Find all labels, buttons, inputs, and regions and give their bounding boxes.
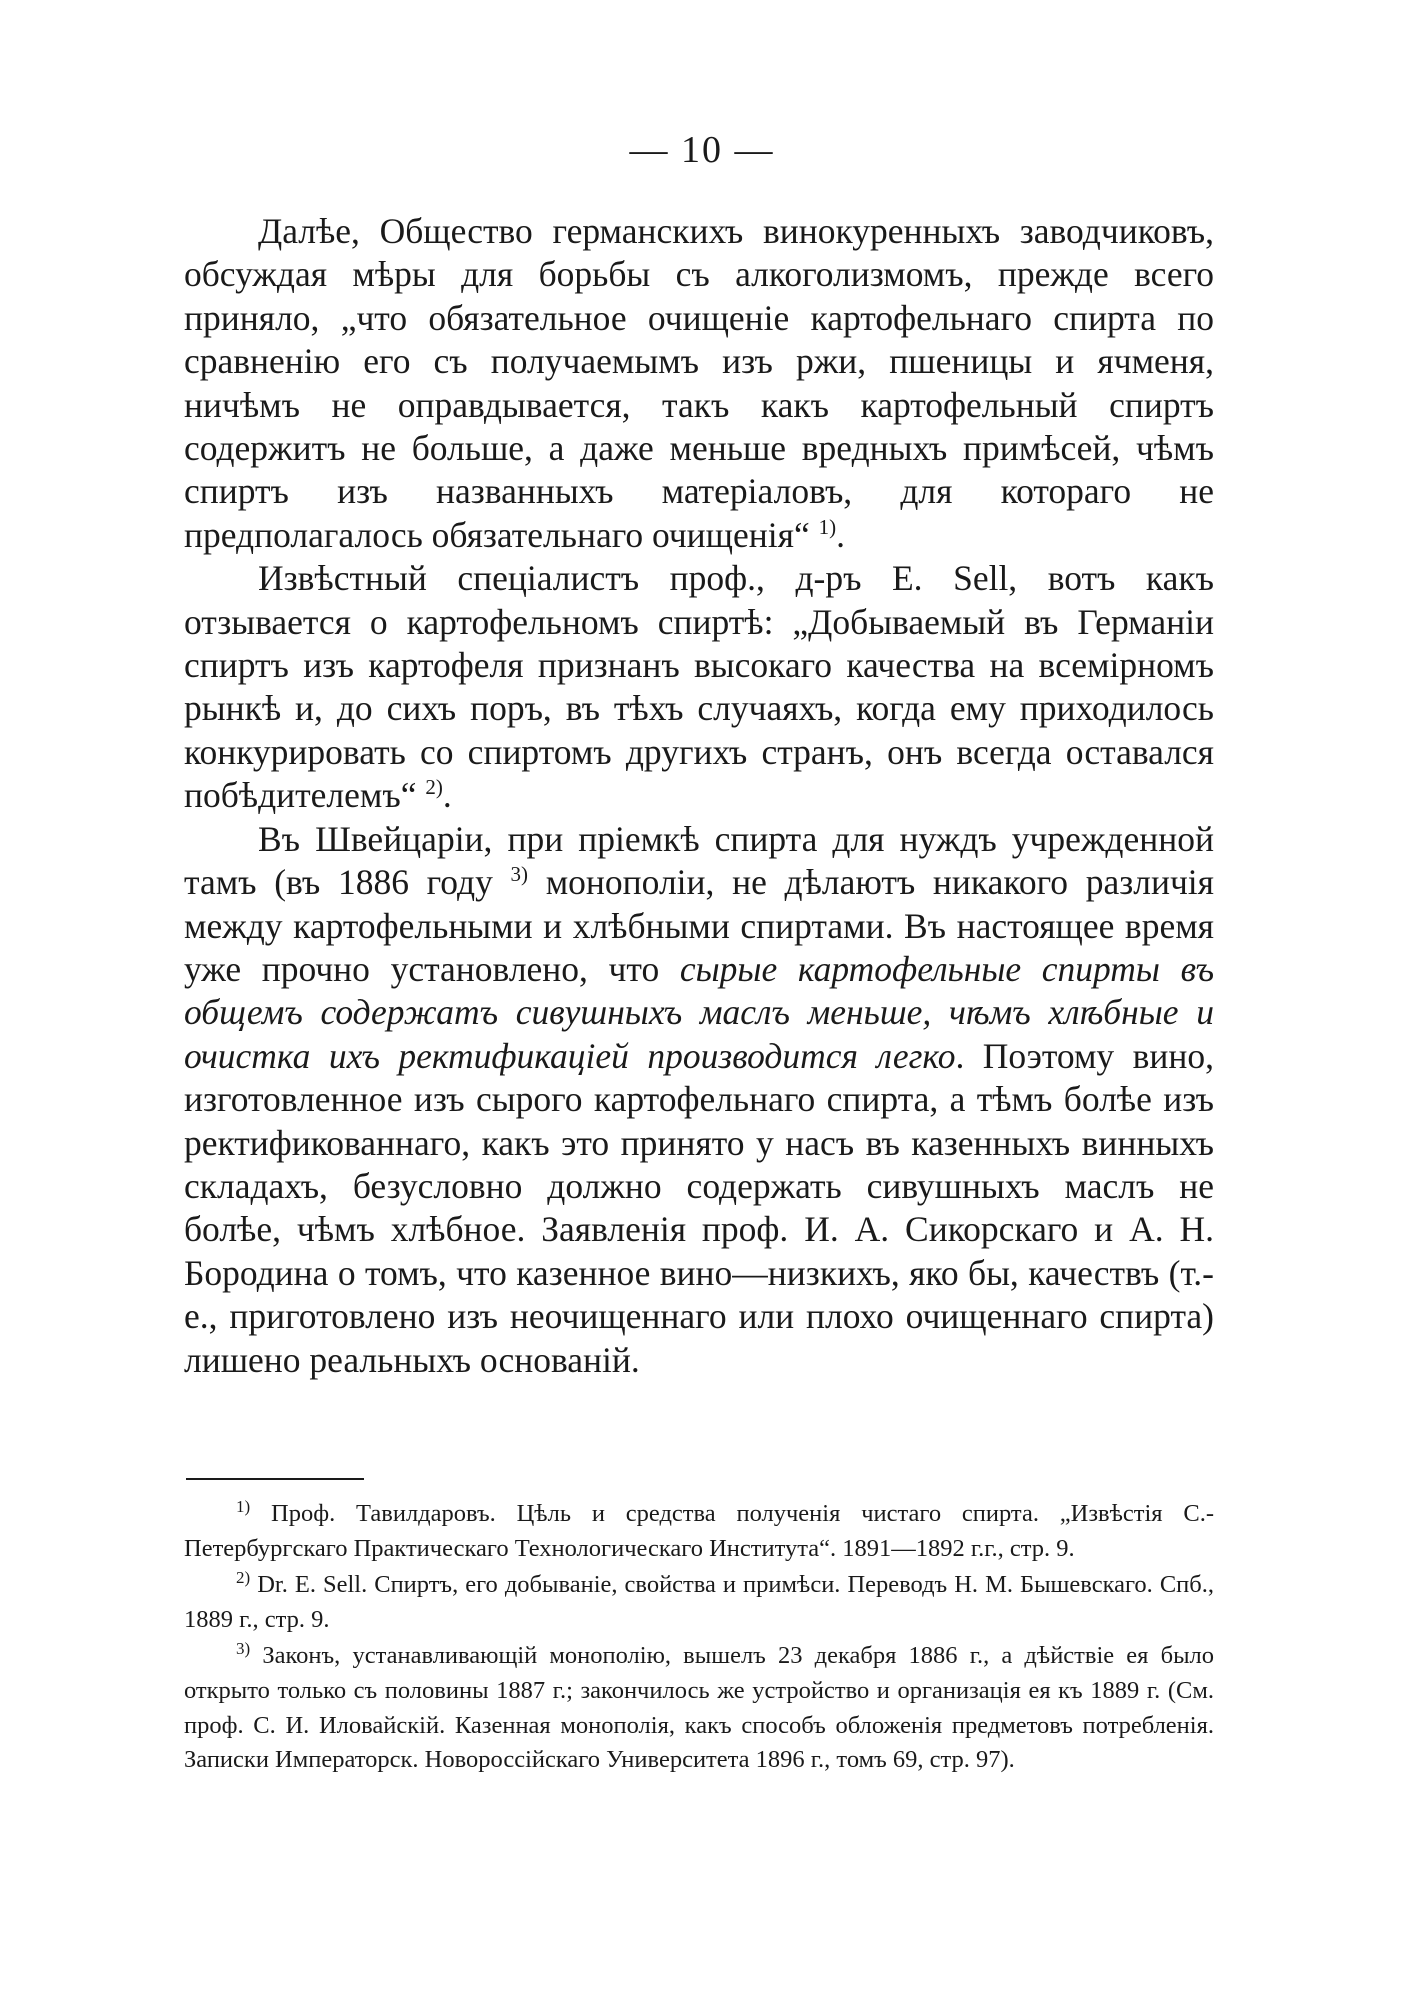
paragraph-text: Въ Швейцаріи, при пріемкѣ спирта для нуждъ учрежденной тамъ (въ 1886 году <box>184 818 1214 903</box>
paragraph-text: монополіи, не дѣлаютъ никакого различія между картофельными и хлѣбными спиртами. Въ настоящее время уже прочно установлено, что <box>184 862 1214 989</box>
footnote-text: Законъ, устанавливающій монополію, вышелъ 23 декабря 1886 г., а дѣйствіе ея было открыто только съ половины 1887 г.; закончилось же устройство и организація ея къ 1889 г. (См. проф. С. И. Иловайскій. Казенная монополія, какъ способъ обложенія предметовъ потребленія. Записки Императорск. Новороссійскаго Университета 1896 г., томъ 69, стр. 97). <box>184 1642 1215 1774</box>
footnotes <box>184 1497 1214 1780</box>
footnote-mark: 1) <box>236 1496 251 1516</box>
footnote-text: Dr. E. Sell. Спиртъ, его добываніе, свойства и примѣси. Переводъ Н. М. Бышевскаго. Спб., 1889 г., стр. 9. <box>184 1571 1215 1633</box>
footnote <box>184 1568 1214 1637</box>
footnote-reference: 3) <box>510 862 529 887</box>
main-text <box>184 210 1214 1382</box>
paragraph <box>184 210 1214 557</box>
footnote-reference: 1) <box>818 515 837 540</box>
paragraph-text: Извѣстный спеціалистъ проф., д-ръ E. Sell, вотъ какъ отзывается о картофельномъ спиртѣ: „Добываемый въ Германіи спиртъ изъ картофеля признанъ высокаго качества на всемірномъ рынкѣ и, до сихъ поръ, въ тѣхъ случаяхъ, когда ему приходилось конкурировать со спиртомъ другихъ странъ, онъ всегда оставался побѣдителемъ“ <box>184 558 1214 816</box>
footnote-reference: 2) <box>425 775 443 800</box>
footnote-divider <box>186 1478 364 1480</box>
page-number: — 10 — <box>629 129 775 171</box>
paragraph-text: . <box>442 775 452 816</box>
paragraph-text: Далѣе, Общество германскихъ винокуренныхъ заводчиковъ, обсуждая мѣры для борьбы съ алкоголизмомъ, прежде всего приняло, „что обязательное очищеніе картофельнаго спирта по сравненію его съ получаемымъ изъ ржи, пшеницы и ячменя, ничѣмъ не оправдывается, такъ какъ картофельный спиртъ содержитъ не больше, а даже меньше вредныхъ примѣсей, чѣмъ спиртъ изъ названныхъ матеріаловъ, для котораго не предполагалось обязательнаго очищенія“ <box>184 211 1214 555</box>
paragraph <box>184 818 1214 1382</box>
paragraph-text: . Поэтому вино, изготовленное изъ сырого картофельнаго спирта, а тѣмъ болѣе изъ ректификованнаго, какъ это принято у насъ въ казенныхъ винныхъ складахъ, безусловно должно содержать сивушныхъ маслъ не болѣе, чѣмъ хлѣбное. Заявленія проф. И. А. Сикорскаго и А. Н. Бородина о томъ, что казенное вино—низкихъ, яко бы, качествъ (т.-е., приготовлено изъ неочищеннаго или плохо очищеннаго спирта) лишено реальныхъ основаній. <box>184 1035 1214 1380</box>
italic-emphasis: сырые картофельные спирты въ общемъ содержатъ сивушныхъ маслъ меньше, чѣмъ хлѣбные и очистка ихъ ректификаціей производится легко <box>184 948 1214 1076</box>
paragraph-text: . <box>836 514 845 555</box>
footnote-text: Проф. Тавилдаровъ. Цѣль и средства полученія чистаго спирта. „Извѣстія С.-Петербургскаго Практическаго Технологическаго Института“. 1891—1892 г.г., стр. 9. <box>184 1500 1215 1562</box>
footnote <box>184 1497 1214 1566</box>
paragraph <box>184 557 1214 817</box>
footnote-mark: 2) <box>236 1568 251 1588</box>
footnote-mark: 3) <box>236 1639 251 1659</box>
footnote <box>184 1639 1214 1777</box>
